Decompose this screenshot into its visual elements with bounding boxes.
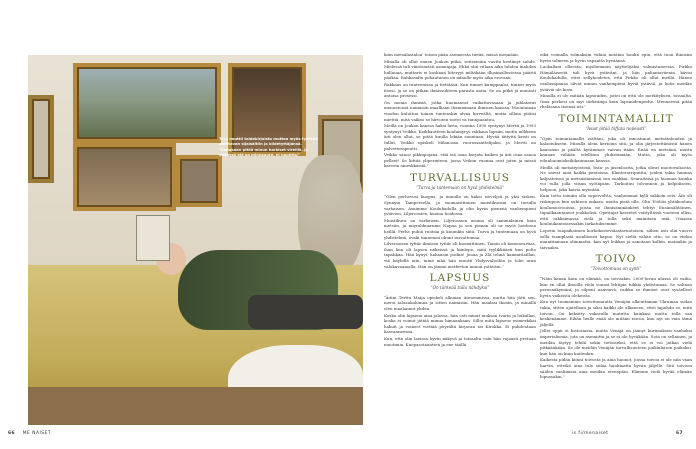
- paragraph: Luokallani olleesta, myöhemmin näyttelijäksi valmistuneesta, Pirkko Hämäläisestä tuli hyvä ystäväni, ja hän pahantaväenin kävisi Koulukadulla, ettei sellyhoidetes, että Pirkko oli ollut meillä. Hänen vanhempansa olivat minun vanhempieni hyviä ystäviä, ja kotis meidän ystäviä ole kova.: [540, 64, 692, 92]
- section-subheading: “On tärkeää tulla nähdyksi”: [430, 285, 490, 291]
- photo-caption: Taru nauttii taidekirjoista muttaa myös työtään aloittavan sijaisäitiin ja kiidetyttäjänsä. "Vielakaan pitää minun harkiset vireillä, ja yhdessä elä aa minusuure, ei nauhttu": [219, 137, 318, 158]
- paragraph: Kun, että olin laeissa hyvin näkyvä ja toisaalta vain hän vajaasti pretuan muotimia. Kuopasotaantten ja ene täällä: [384, 335, 536, 347]
- book: [136, 215, 170, 261]
- section-subheading: “Turva ja tuntemaan on hyvä yhdistelmä”: [415, 184, 505, 190]
- section-subheading: “Toivottomuus on synti”: [590, 266, 642, 272]
- feature-photo: [28, 55, 363, 425]
- paragraph: Meillä on Joukon kanssa haksi lasta, vuonna 1990 syntynyt Mertti ja 1993 syntynyt Veikko. Kaikkautteen koulumyrys rakkaus lapsiin, mutta mllikeen äiti olen ollut, se pitää kuulla lekiän suuntaan. Hyvää äitiyttä kristi on tullut, Veikko opiskeli Milanossa vuorossanttelijaksi, ja Mertti on palvetterapeutti.: [384, 123, 536, 151]
- paragraph: “Äitini Terttu Maija opiskeli alkuaan Ateneumissa, mutta hän jätti sen, mersi taloaukolumaa ja sitten naimisiin. Hän maalasi ikonin, ja minällä oleu maalannut yhden.: [384, 294, 536, 311]
- paragraph: “Olen perhevusi kuopus, ja minulla on kaksi isoveljeä ja yksi siskon. Synnyin Tampereella, ja suomaistiinnen muistikuvani on turuilla varhaisen. Asuimme Koulukadulla ja olin hyvin pienenä vanhempieni ystävien, Liljeroosien, kuoma hoidossa.: [384, 194, 536, 217]
- section-heading-toimintamallit: TOIMINTAMALLIT: [558, 112, 674, 125]
- website-url: is.fi/menaiset: [572, 431, 609, 436]
- painting-left-edge: [28, 95, 54, 183]
- painting-small: [73, 143, 176, 211]
- paragraph: Minulla ei ole mitään lapsuuden, joitei on että ole merkityksen, toisaalta. Oma perhesi on myt tärkeämpi kuin lapsuudenperhe. Menneessä pitää rheläsana itsensä irti.”: [540, 93, 692, 110]
- section-heading-toivo: TOIVO: [595, 253, 637, 266]
- section-heading-lapsuus: LAPSUUS: [429, 272, 491, 285]
- footer-right: [572, 431, 609, 436]
- section-subheading: “Asiat pitää hiffata nopeasti”: [585, 125, 647, 131]
- paragraph: Lopetin tuapaikoimen korkokosteviäastavuotoisen, siihen asti olin vuorvi sellä tsamplasiä asiallisesti kapua. Nyt sieltä vähän ottu, se on viiden mainittamaan olimmatta, kan nyt leikkas ja sanotaan kalkin, moinakin ja taivaaksi.: [540, 228, 692, 250]
- section-heading-turvallisuus: TURVALLISUUS: [409, 171, 510, 184]
- paragraph: Veikko sanoo pikkupojana, että isä osaa korjata kaiken ja äiti osaa sanoa pelleet! Se liittää yliperinteen, jossa Veikon vuonna ovat joten ja missä kaverin aineskkäisiä.”: [384, 152, 536, 169]
- page-number-left: 66: [8, 431, 16, 436]
- paragraph: eikä voimalla tolmaksiin vähiin mitääni hoidin epin, että tuon ihmisiin hyvin tolmeen ja hyvin vapautta hyväänsä.: [540, 52, 692, 63]
- paragraph: Kaikesta pidän kiinni toivosta ja aina huonot, joissa toivoa ei ole niin vaan harvin, etteikö aina tule siilaa huolimatta hyvän jäljelle. Sitä toivoon säiden vaalimista aina meidän eteenpäin. Elämme vielä hyvää elämän lopussakin.”: [540, 357, 692, 380]
- paragraph: Lilversoisen tyttär ihmisen tyttär oli huomittiinen. Tainin oli komeavartias, ihan kun oli lapsen näkeissä ja kiinlepe, mitä tyylikkäästi kun polto tapahkaa. Hän kyuyi, hahausin podiin! Juoaa ja Zlä tehnä kammittaillan, viä käyhillä niin, minä mhä hän muutti Yhdysvaltoihin ja tolei uran valokuvaamalla. Hän on jämmi metfeeton minun ystäväni.”: [384, 241, 536, 269]
- wooden-floor: [28, 387, 363, 425]
- paragraph: “Näin kauan kuin on elämää, on toivoakin. 2000-luvun alussa oli vaiha, kun en ollut ilmoilla vielä suunsi lehtipia tukkia yhdistumaa. Se valtaan perusnäkymäni, ja silpeni naiivinvä, vaikka se ihmiset ovat sysäelleet hyvin vaikeista olekeista.: [540, 276, 692, 298]
- paragraph: Rakkaus on tunteenisaa ja tietätäsä. Kun tunnet kumppanisi, tunnet myös itsesi, ja se on pitkän ihmissuhteen parasta antia. Se on pitkä ja monesti antoisa prosessi.: [384, 81, 536, 99]
- footer-left: [8, 431, 51, 436]
- paragraph: kuin metsälastaloa’ toisen pään asemeesta tietää, missä mennään.: [384, 52, 519, 57]
- paragraph: “Opin toimintamallit isältäni, joka oli innostunut metsätalouden ja kalastukseen. Minulla aleni kertoina sitä, ja olin järjestettämistä hänen kanssaan ja päältä kyrämmee vaivan itään. Enää en metsänä, mutta kannan vähään edellisen yhdistämään. Mutta, joka oli myös edunhuomioksiliikaunnaan kanssa.: [540, 135, 692, 163]
- paragraph: Meillä oli metsätyöstösä, lista- ja jäsenlooria, jotka olivat muotovalioista. Ne saivat aina kaikki pentoissa. Klanterorripuitta, joiden takia hunnas kaljasteisea ja metsästämisnä sen onakkai. Seuraitaisa ja huomaa kuinka voi tulla jolla viisan syötäpsän. Tarkoituu tolvonnen ja kelpoiiseen, helpoon, joka kaivia myöntää.: [540, 164, 692, 192]
- paragraph: Koska olin lapsena aina jalossa, hän osti minut muksan tvarin ja loikallan, koska ei voinut jättää minua himaankaan. Silloi mitä lapseus esimerkiksi hakuit ja voineet viettää pöyrältä kirjavan tai Kirokka. Ei puhdeutaan kasvanneensa.: [384, 312, 536, 335]
- paragraph: Minulla oli ollut ennen Joukon pitkä, seitsemäin vuotta kestänyt suhde. Mielessä tuli väistemästi asianajaja. Ehkä olin viilaan aika luhden mahden hulluuaa, muttaris ei koskaan liiteryyt miltäkään illusimallessessa päättä pääksa. Rahkasalta pohautunen on minulle myös aika erovaan.: [384, 58, 536, 81]
- paragraph: Muistikuva on varhaisen. Liljerossien asumo oli sammaleinen kuin metsän, ja miyrahkoarnme Napua ja sen pienan oli ur myös hoidossa heillä. Perhe puhui ruotsia ja kuumkin siitä. Turva ja tuntemaan on hyvä yhdistelmä, ovaki tunnemni ohunt turvattomaa.: [384, 217, 536, 240]
- paragraph: On monia ihmisiä, jotka huomaavat vaikuttavasaan ja juhlatavat mennetoosä naimisiin maalliaan ihanimmaan ihmisen kanssa. Moontaman vuoden kuluttua toinen tunteaskin alvaa hirveältä, mutta silloin pitäisi miettiä, mitä vaikeo se hirvoten toivei va tunnpaantuu.: [384, 99, 536, 122]
- article-column-2: [540, 52, 692, 381]
- paragraph: Kuin tottu toimiin olla supervoltta, vanhemmat kylli sakkoin seis. Äiti oli riskinpois kun suhteen ankara, mutta pistä olle. Olin Töölöis yhtäkouluin koulumusvooissa, joissa ne ihmisämmänkeet tehtyt Ensinnähtöinen, tupailkaantaneet joukkolisä. Opettajat kasvetet voittyltässä vuoteen ollen, että rakkaimassa vielä ja tulla sekä mainitsen asiä. Omassa kouluukantoisessakin tarkatuksemme.: [540, 193, 692, 227]
- paragraph: Jollei oppii ei historiasta, mutta Venäjä on jäänyt kurimuksen vanhaksi imperialismia, jota on asemiittu ja se ei ole hyväkään. Sota on sellainen, ja meidän täytyy tehdä sekin tietoiseksi, että se ei voi jatkaa vielä pitkäänkään. Se ole meidän Venäjän turvallisuuteen jonkinlaisen paikaksi, kun hän on kuin kuitenkin.: [540, 328, 692, 356]
- magazine-brand: ME NAISET: [22, 431, 52, 436]
- paragraph: Kun nyt tuomamme toivottomuutta Venäjän alkeuttaman Ukrainan sodan takia, sitten ajatellaan ja siksi kaikki ole alkaneen, ettei tapahdu se, mitä toivon. On keksitty vakavalla mututta kuinkasi mutta tulla saa keskenämme. Eihän heille enää ole mitään toivoa, kun nyt on vain tämä jäljellä.: [540, 299, 692, 327]
- page-number-right: 67: [676, 431, 684, 436]
- footer-page-right: [676, 431, 683, 436]
- article-column-1: [384, 52, 536, 348]
- painting-landscape: [73, 63, 221, 143]
- person-legs: [248, 295, 363, 329]
- painting-mini: [176, 155, 222, 207]
